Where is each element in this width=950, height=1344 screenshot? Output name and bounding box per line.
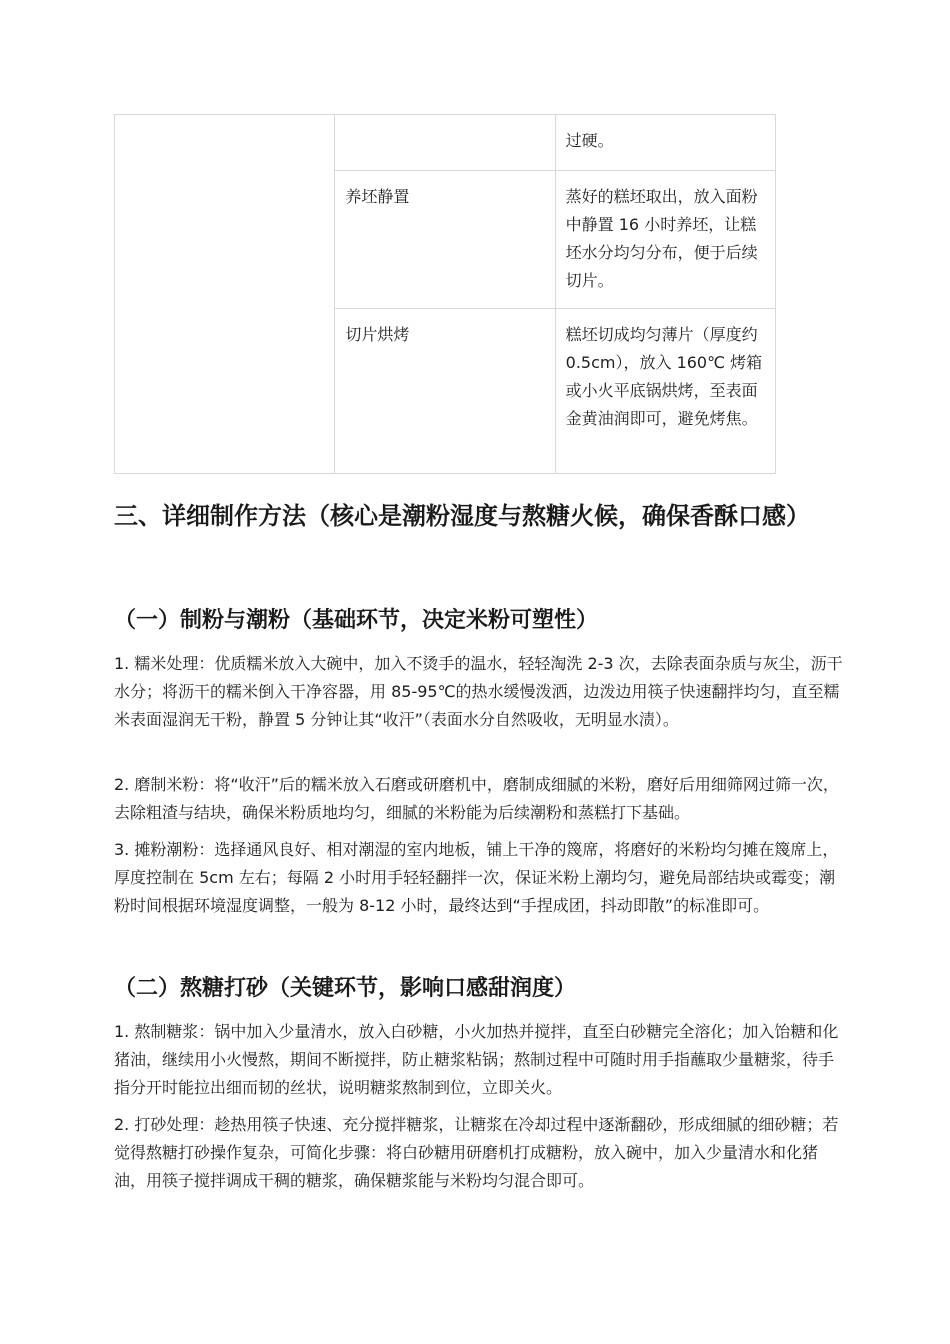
paragraph-rice-processing: 1. 糯米处理：优质糯米放入大碗中，加入不烫手的温水，轻轻淘洗 2-3 次，去除表面杂质与灰尘，沥干水分；将沥干的糯米倒入干净容器，用 85-95℃的热水缓慢泼洒，边泼边用筷子快速翻拌均匀，直至糯米表面湿润无干粉，静置 5 分钟让其“收汗”（表面水分自然吸收，无明显水渍）。 <box>114 654 843 729</box>
paragraph-sanding: 2. 打砂处理：趁热用筷子快速、充分搅拌糖浆，让糖浆在冷却过程中逐渐翻砂，形成细腻的细砂糖；若觉得熬糖打砂操作复杂，可简化步骤：将白砂糖用研磨机打成糖粉，放入碗中，加入少量清水和化猪油，用筷子搅拌调成干稠的糖浆，确保糖浆能与米粉均匀混合即可。 <box>114 1115 839 1190</box>
process-table <box>114 114 776 474</box>
paragraph-grinding: 2. 磨制米粉：将“收汗”后的糯米放入石磨或研磨机中，磨制成细腻的米粉，磨好后用细筛网过筛一次，去除粗渣与结块，确保米粉质地均匀，细腻的米粉能为后续潮粉和蒸糕打下基础。 <box>114 775 839 822</box>
subsection-heading-1: （一）制粉与潮粉（基础环节，决定米粉可塑性） <box>114 608 599 633</box>
subsection-heading-2: （二）熬糖打砂（关键环节，影响口感甜润度） <box>114 976 577 1001</box>
table-cell-step: 养坯静置 <box>335 171 555 309</box>
table-cell-detail: 糕坯切成均匀薄片（厚度约 0.5cm），放入 160℃ 烤箱或小火平底锅烘烤，至表面金黄油润即可，避免烤焦。 <box>555 309 775 474</box>
paragraph-syrup: 1. 熬制糖浆：锅中加入少量清水，放入白砂糖，小火加热并搅拌，直至白砂糖完全溶化；加入饴糖和化猪油，继续用小火慢熬，期间不断搅拌，防止糖浆粘锅；熬制过程中可随时用手指蘸取少量糖浆，待手指分开时能拉出细而韧的丝状，说明糖浆熬制到位，立即关火。 <box>114 1022 839 1097</box>
table-cell-step: 切片烘烤 <box>335 309 555 474</box>
paragraph-moistening: 3. 摊粉潮粉：选择通风良好、相对潮湿的室内地板，铺上干净的篾席，将磨好的米粉均匀摊在篾席上，厚度控制在 5cm 左右；每隔 2 小时用手轻轻翻拌一次，保证米粉上潮均匀，避免局部结块或霉变；潮粉时间根据环境湿度调整，一般为 8-12 小时，最终达到“手捏成团，抖动即散”的标准即可。 <box>114 840 839 915</box>
table-cell-category <box>115 115 335 474</box>
table-cell-detail: 蒸好的糕坯取出，放入面粉中静置 16 小时养坯，让糕坯水分均匀分布，便于后续切片。 <box>555 171 775 309</box>
section-heading: 三、详细制作方法（核心是潮粉湿度与熬糖火候，确保香酥口感） <box>114 502 810 530</box>
table-cell-detail: 过硬。 <box>555 115 775 171</box>
table-cell-step <box>335 115 555 171</box>
table-row <box>115 115 776 171</box>
